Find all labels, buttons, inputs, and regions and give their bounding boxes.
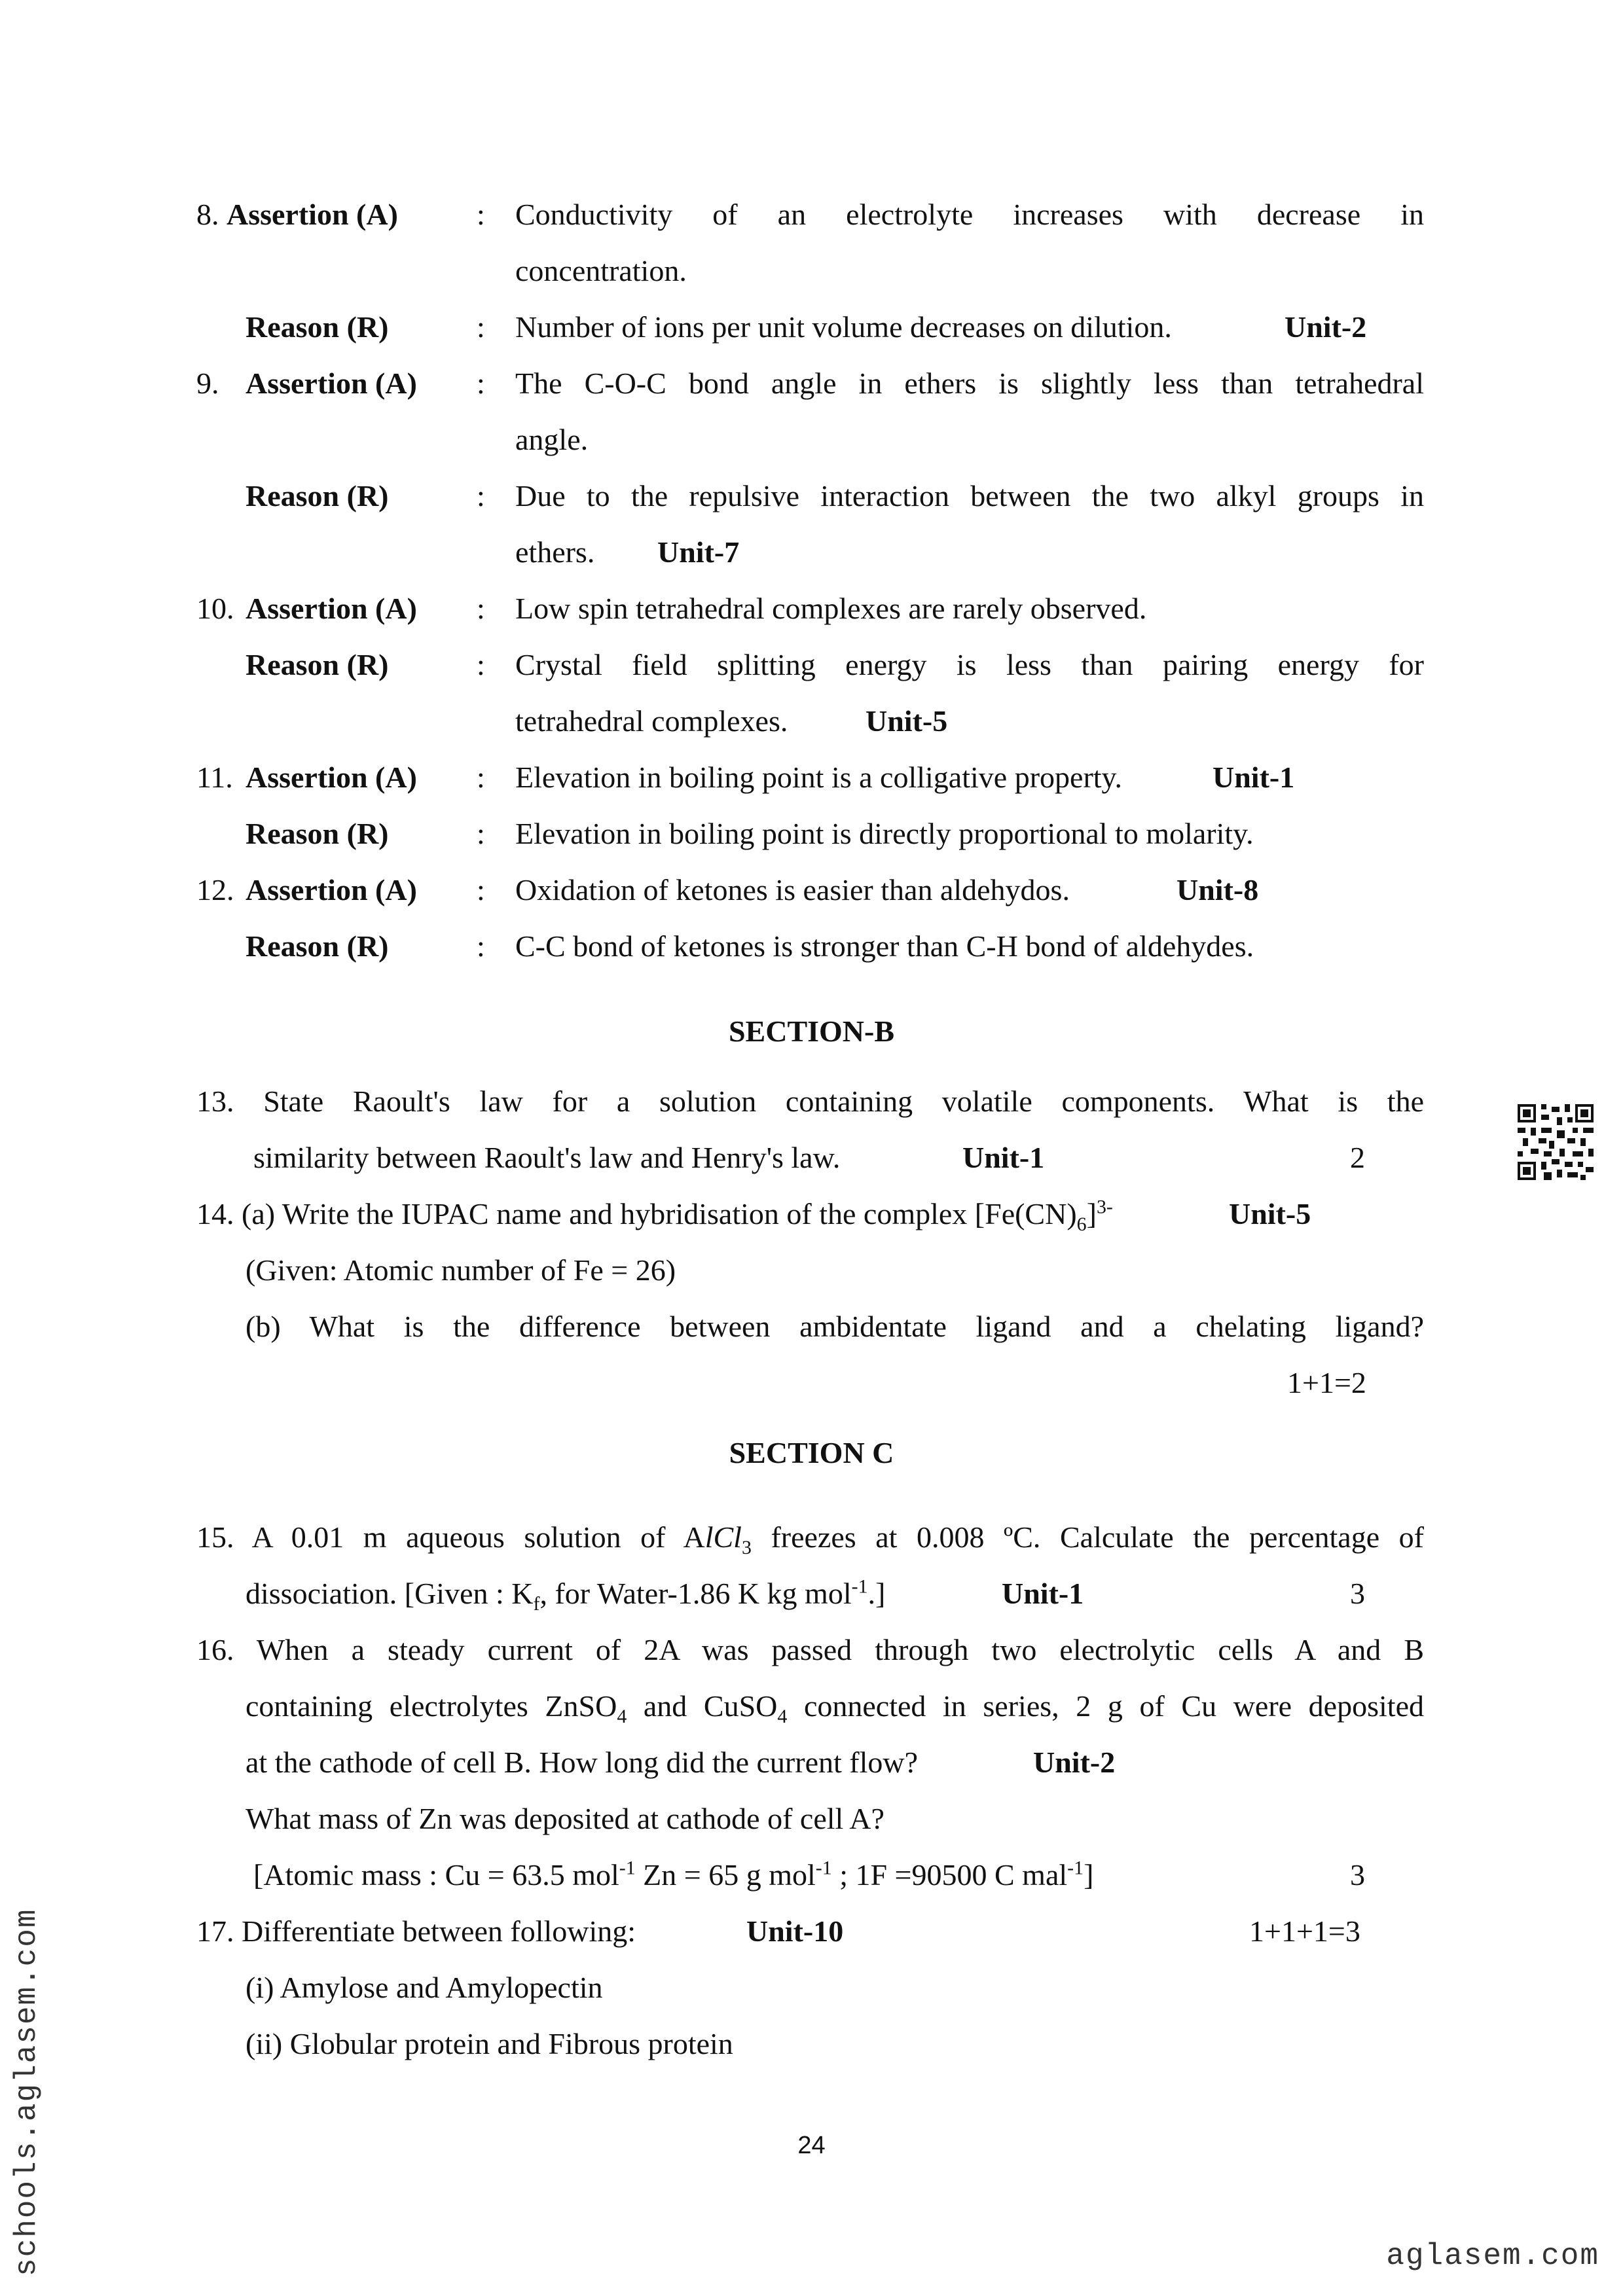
q12-assertion-text: Oxidation of ketones is easier than aldehydos. bbox=[515, 873, 1070, 906]
colon: : bbox=[477, 873, 485, 906]
q17-item-2: (ii) Globular protein and Fibrous protein bbox=[246, 2027, 733, 2060]
q9-assertion-text-2: angle. bbox=[515, 423, 589, 456]
q15-line-2: dissociation. [Given : $K_f$, for Water-1.86 K kg mol$^{-1}$.] bbox=[246, 1575, 886, 1615]
q9-reason-label: Reason (R) bbox=[246, 479, 389, 512]
q13-line-1: 13. State Raoult's law for a solution containing volatile components. What is the bbox=[196, 1085, 1424, 1118]
colon: : bbox=[477, 592, 485, 625]
colon: : bbox=[477, 929, 485, 963]
q16-line-1: 16. When a steady current of 2A was passed through two electrolytic cells A and B bbox=[196, 1633, 1424, 1666]
q9-reason-text-2: ethers. bbox=[515, 535, 595, 569]
colon: : bbox=[477, 367, 485, 400]
q8-reason-text: Number of ions per unit volume decreases on dilution. bbox=[515, 310, 1172, 344]
q15-marks: 3 bbox=[1350, 1577, 1365, 1610]
q8-assertion-text-1: Conductivity of an electrolyte increases with decrease in bbox=[515, 198, 1424, 231]
q17-unit: Unit-10 bbox=[746, 1914, 844, 1948]
section-c-heading: SECTION C bbox=[729, 1436, 894, 1469]
q10-number: 10. bbox=[196, 592, 234, 625]
q11-reason-label: Reason (R) bbox=[246, 817, 389, 850]
q12-assertion-label: Assertion (A) bbox=[246, 873, 417, 906]
q17-line-1: 17. Differentiate between following: bbox=[196, 1914, 636, 1948]
q13-marks: 2 bbox=[1350, 1141, 1365, 1174]
q8-unit: Unit-2 bbox=[1285, 310, 1367, 344]
q11-unit: Unit-1 bbox=[1213, 761, 1295, 794]
colon: : bbox=[477, 761, 485, 794]
q10-reason-text-2: tetrahedral complexes. bbox=[515, 704, 788, 738]
q11-assertion-text: Elevation in boiling point is a colligative property. bbox=[515, 761, 1123, 794]
q8-assertion-text-2: concentration. bbox=[515, 254, 687, 287]
colon: : bbox=[477, 648, 485, 681]
q14-part-b: (b) What is the difference between ambidentate ligand and a chelating ligand? bbox=[246, 1310, 1424, 1343]
q12-number: 12. bbox=[196, 873, 234, 906]
section-b-heading: SECTION-B bbox=[728, 1014, 895, 1048]
q12-reason-label: Reason (R) bbox=[246, 929, 389, 963]
q10-assertion-label: Assertion (A) bbox=[246, 592, 417, 625]
qr-code-icon bbox=[1518, 1104, 1594, 1180]
q10-assertion-text: Low spin tetrahedral complexes are rarely observed. bbox=[515, 592, 1147, 625]
q16-unit: Unit-2 bbox=[1033, 1746, 1116, 1779]
q13-unit: Unit-1 bbox=[962, 1141, 1045, 1174]
q14-unit: Unit-5 bbox=[1229, 1197, 1311, 1230]
q10-unit: Unit-5 bbox=[866, 704, 948, 738]
q16-marks: 3 bbox=[1350, 1858, 1365, 1892]
q12-unit: Unit-8 bbox=[1176, 873, 1259, 906]
watermark-left: schools.aglasem.com bbox=[10, 1908, 44, 2276]
q15-line-1: 15. A 0.01 m aqueous solution of AlCl$_3$ freezes at 0.008 ºC. Calculate the percentage of bbox=[196, 1520, 1424, 1559]
q9-unit: Unit-7 bbox=[657, 535, 740, 569]
q17-item-1: (i) Amylose and Amylopectin bbox=[246, 1971, 603, 2004]
q9-assertion-label: Assertion (A) bbox=[246, 367, 417, 400]
q9-reason-text-1: Due to the repulsive interaction between the two alkyl groups in bbox=[515, 479, 1424, 512]
q14-marks: 1+1=2 bbox=[1287, 1366, 1366, 1399]
q16-line-3: at the cathode of cell B. How long did the current flow? bbox=[246, 1746, 919, 1779]
page-number: 24 bbox=[797, 2132, 826, 2159]
q12-reason-text: C-C bond of ketones is stronger than C-H bond of aldehydes. bbox=[515, 929, 1254, 963]
q17-marks: 1+1+1=3 bbox=[1249, 1914, 1360, 1948]
q14-given: (Given: Atomic number of Fe = 26) bbox=[246, 1253, 676, 1287]
colon: : bbox=[477, 198, 485, 231]
q8-reason-label: Reason (R) bbox=[246, 310, 389, 344]
q9-number: 9. bbox=[196, 367, 219, 400]
colon: : bbox=[477, 817, 485, 850]
q11-reason-text: Elevation in boiling point is directly proportional to molarity. bbox=[515, 817, 1254, 850]
q11-number: 11. bbox=[196, 761, 233, 794]
q14-part-a: 14. (a) Write the IUPAC name and hybridisation of the complex $[Fe(CN)_6]^{3-}$ bbox=[196, 1196, 1113, 1236]
colon: : bbox=[477, 479, 485, 512]
q15-unit: Unit-1 bbox=[1002, 1577, 1084, 1610]
q13-line-2: similarity between Raoult's law and Henry's law. bbox=[253, 1141, 841, 1174]
watermark-right: aglasem.com bbox=[1386, 2239, 1599, 2273]
q16-line-4: What mass of Zn was deposited at cathode of cell A? bbox=[246, 1802, 884, 1835]
q10-reason-label: Reason (R) bbox=[246, 648, 389, 681]
q8-number: 8. Assertion (A) bbox=[196, 198, 398, 231]
q16-line-5: [Atomic mass : Cu = 63.5 mol$^{-1}$ Zn = 65 g mol$^{-1}$ ; 1F =90500 C mal$^{-1}$] bbox=[253, 1857, 1094, 1892]
q11-assertion-label: Assertion (A) bbox=[246, 761, 417, 794]
q16-line-2: containing electrolytes ZnSO$_4$ and CuSO$_4$ connected in series, 2 g of Cu were deposited bbox=[246, 1689, 1424, 1728]
q9-assertion-text-1: The C-O-C bond angle in ethers is slightly less than tetrahedral bbox=[515, 367, 1424, 400]
q8-assertion-label: Assertion (A) bbox=[227, 198, 398, 231]
colon: : bbox=[477, 310, 485, 344]
q10-reason-text-1: Crystal field splitting energy is less than pairing energy for bbox=[515, 648, 1424, 681]
